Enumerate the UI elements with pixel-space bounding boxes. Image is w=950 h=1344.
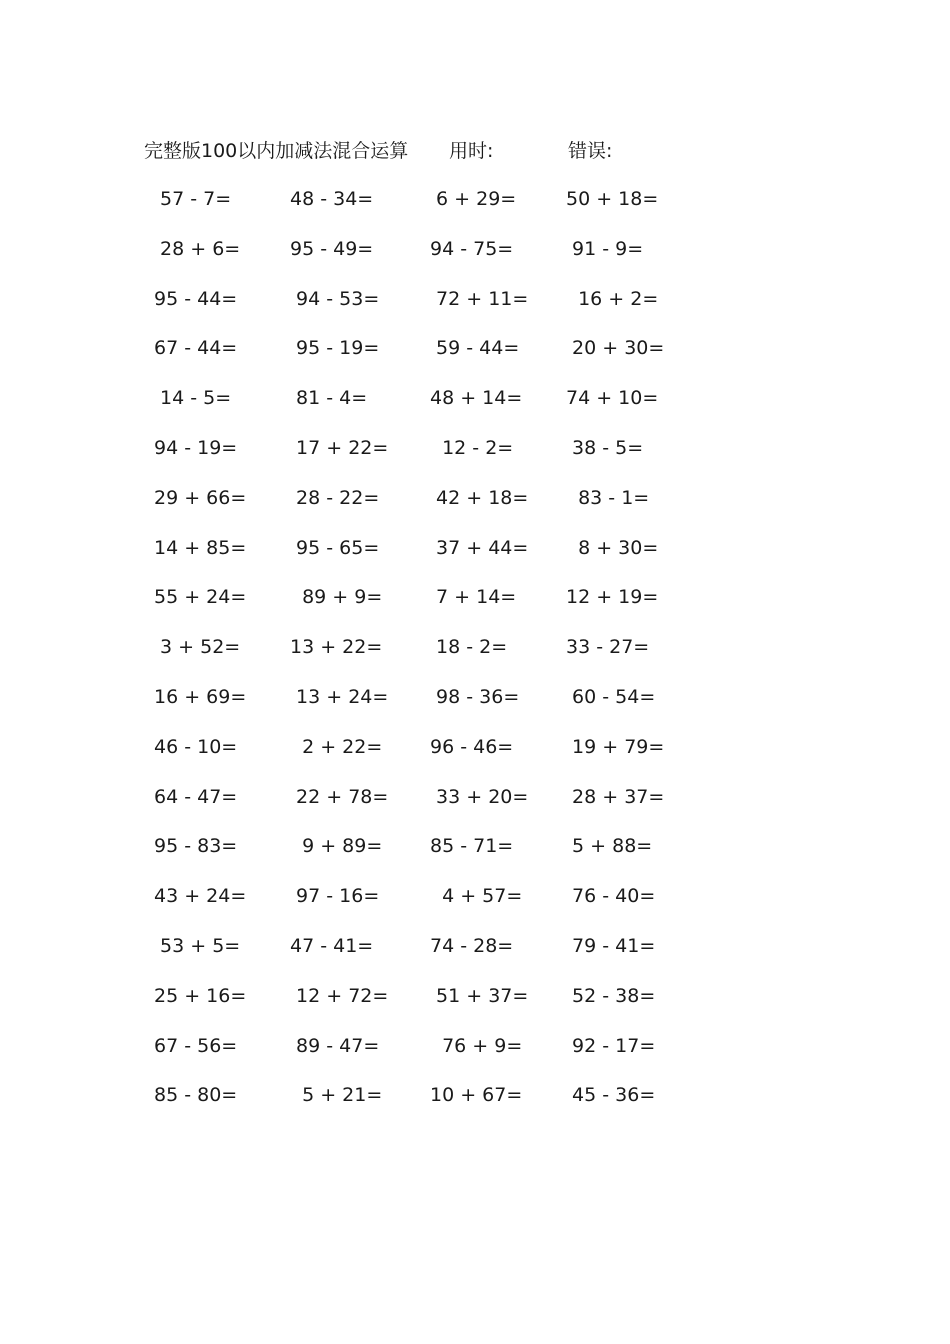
problem-row [150,931,710,981]
problem-row [150,782,710,832]
worksheet-header [144,136,744,166]
arithmetic-problem: 89 - 47= [290,1034,380,1057]
arithmetic-problem: 95 - 44= [154,287,238,310]
arithmetic-problem: 5 + 88= [566,835,653,858]
arithmetic-problem: 38 - 5= [566,436,644,459]
arithmetic-problem: 20 + 30= [566,337,665,360]
problem-row [150,383,710,433]
arithmetic-problem: 64 - 47= [154,785,238,808]
worksheet-title: 完整版100以内加减法混合运算 [144,140,409,162]
problem-row [150,682,710,732]
problem-row [150,1080,710,1130]
problem-row [150,234,710,284]
arithmetic-problem: 46 - 10= [154,735,238,758]
arithmetic-problem: 81 - 4= [290,387,368,410]
arithmetic-problem: 13 + 24= [290,685,389,708]
arithmetic-problem: 28 - 22= [290,486,380,509]
arithmetic-problem: 51 + 37= [430,984,529,1007]
arithmetic-problem: 47 - 41= [290,934,374,957]
arithmetic-problem: 48 - 34= [290,188,374,210]
arithmetic-problem: 60 - 54= [566,685,656,708]
arithmetic-problem: 12 + 19= [566,586,659,609]
arithmetic-problem: 95 - 19= [290,337,380,360]
problem-row [150,333,710,383]
arithmetic-problem: 16 + 69= [154,685,247,708]
arithmetic-problem: 25 + 16= [154,984,247,1007]
problem-row [150,184,710,234]
arithmetic-problem: 57 - 7= [154,188,232,210]
arithmetic-problem: 95 - 65= [290,536,380,559]
arithmetic-problem: 67 - 44= [154,337,238,360]
arithmetic-problem: 79 - 41= [566,934,656,957]
arithmetic-problem: 3 + 52= [154,636,241,659]
arithmetic-problem: 12 + 72= [290,984,389,1007]
arithmetic-problem: 95 - 49= [290,237,374,260]
problem-row [150,483,710,533]
arithmetic-problem: 85 - 80= [154,1084,238,1107]
arithmetic-problem: 28 + 37= [566,785,665,808]
arithmetic-problem: 14 - 5= [154,387,232,410]
arithmetic-problem: 53 + 5= [154,934,241,957]
arithmetic-problem: 94 - 53= [290,287,380,310]
arithmetic-problem: 94 - 19= [154,436,238,459]
arithmetic-problem: 96 - 46= [430,735,514,758]
arithmetic-problem: 98 - 36= [430,685,520,708]
arithmetic-problem: 76 + 9= [430,1034,523,1057]
arithmetic-problem: 97 - 16= [290,885,380,908]
arithmetic-problem: 45 - 36= [566,1084,656,1107]
problem-row [150,732,710,782]
arithmetic-problem: 5 + 21= [290,1084,383,1107]
problem-row [150,1031,710,1081]
problem-row [150,632,710,682]
problem-row [150,881,710,931]
arithmetic-problem: 67 - 56= [154,1034,238,1057]
arithmetic-problem: 92 - 17= [566,1034,656,1057]
arithmetic-problem: 33 - 27= [566,636,650,659]
problem-row [150,284,710,334]
problem-row [150,582,710,632]
arithmetic-problem: 4 + 57= [430,885,523,908]
arithmetic-problem: 48 + 14= [430,387,523,410]
arithmetic-problem: 7 + 14= [430,586,517,609]
arithmetic-problem: 55 + 24= [154,586,247,609]
arithmetic-problem: 9 + 89= [290,835,383,858]
arithmetic-problem: 6 + 29= [430,188,517,210]
arithmetic-problem: 12 - 2= [430,436,514,459]
arithmetic-problem: 18 - 2= [430,636,508,659]
arithmetic-problem: 16 + 2= [566,287,659,310]
problem-row [150,433,710,483]
arithmetic-problem: 13 + 22= [290,636,383,659]
arithmetic-problem: 29 + 66= [154,486,247,509]
arithmetic-problem: 76 - 40= [566,885,656,908]
arithmetic-problem: 28 + 6= [154,237,241,260]
arithmetic-problem: 17 + 22= [290,436,389,459]
arithmetic-problem: 85 - 71= [430,835,514,858]
problem-row [150,831,710,881]
arithmetic-problem: 33 + 20= [430,785,529,808]
arithmetic-problem: 10 + 67= [430,1084,523,1107]
problem-row [150,981,710,1031]
problem-grid [150,184,710,1130]
arithmetic-problem: 14 + 85= [154,536,247,559]
time-used-label: 用时: [449,140,494,162]
arithmetic-problem: 91 - 9= [566,237,644,260]
arithmetic-problem: 43 + 24= [154,885,247,908]
arithmetic-problem: 89 + 9= [290,586,383,609]
error-count-label: 错误: [568,140,613,162]
arithmetic-problem: 59 - 44= [430,337,520,360]
arithmetic-problem: 72 + 11= [430,287,529,310]
arithmetic-problem: 8 + 30= [566,536,659,559]
arithmetic-problem: 94 - 75= [430,237,514,260]
arithmetic-problem: 74 + 10= [566,387,659,410]
arithmetic-problem: 2 + 22= [290,735,383,758]
arithmetic-problem: 37 + 44= [430,536,529,559]
arithmetic-problem: 42 + 18= [430,486,529,509]
arithmetic-problem: 22 + 78= [290,785,389,808]
arithmetic-problem: 95 - 83= [154,835,238,858]
arithmetic-problem: 52 - 38= [566,984,656,1007]
arithmetic-problem: 74 - 28= [430,934,514,957]
problem-row [150,533,710,583]
arithmetic-problem: 83 - 1= [566,486,650,509]
arithmetic-problem: 19 + 79= [566,735,665,758]
arithmetic-problem: 50 + 18= [566,188,659,210]
